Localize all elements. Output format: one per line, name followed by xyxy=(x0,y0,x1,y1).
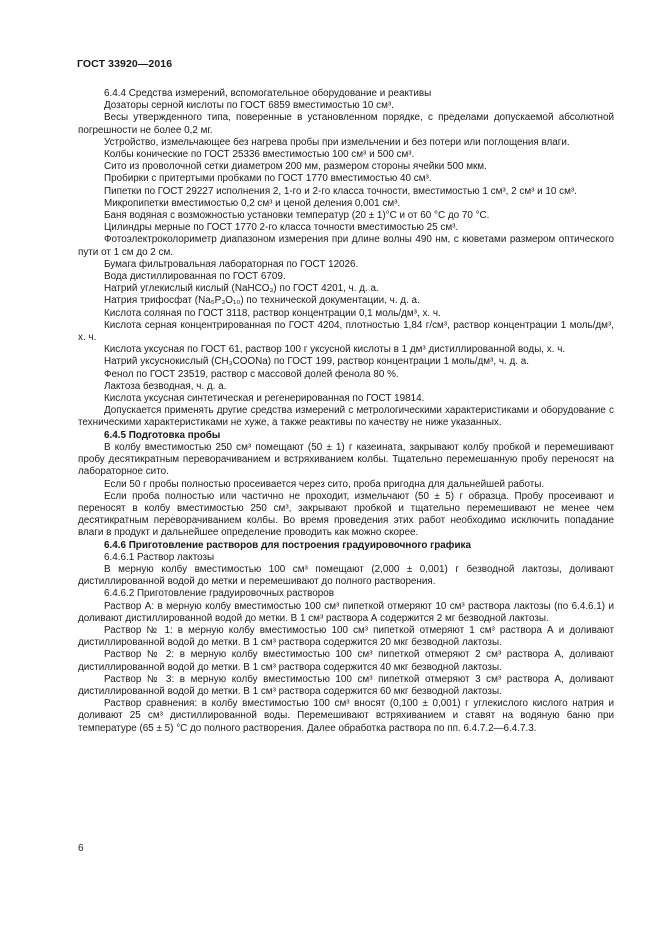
paragraph: Лактоза безводная, ч. д. а. xyxy=(104,380,227,392)
paragraph: Дозаторы серной кислоты по ГОСТ 6859 вместимостью 10 см³. xyxy=(104,100,394,112)
page-number: 6 xyxy=(78,843,84,854)
paragraph: Вода дистиллированная по ГОСТ 6709. xyxy=(104,271,286,283)
paragraph: 6.4.6.2 Приготовление градуировочных растворов xyxy=(104,588,334,600)
paragraph: Раствор № 1: в мерную колбу вместимостью 100 см³ пипеткой отмеряют 1 см³ раствора А и доливают дистиллированной водой до метки. В 1 см³ раствора содержится 20 мкг безводной лактозы. xyxy=(78,624,614,649)
paragraph: Фенол по ГОСТ 23519, раствор с массовой долей фенола 80 %. xyxy=(104,368,399,380)
paragraph: Кислота уксусная по ГОСТ 61, раствор 100 г уксусной кислоты в 1 дм³ дистиллированной воды, х. ч. xyxy=(104,344,566,356)
document-header: ГОСТ 33920—2016 xyxy=(77,58,173,70)
paragraph: Если 50 г пробы полностью просеивается через сито, проба пригодна для дальнейшей работы. xyxy=(104,478,545,490)
paragraph: Натрия трифосфат (Na₅P₃O₁₀) по технической документации, ч. д. а. xyxy=(104,295,420,307)
paragraph: Раствор А: в мерную колбу вместимостью 100 см³ пипеткой отмеряют 10 см³ раствора лактозы (по 6.4.6.1) и доливают дистиллированной водой до метки. В 1 см³ раствора А содержится 2 мг безводной лактозы. xyxy=(78,600,614,624)
paragraph: Устройство, измельчающее без нагрева пробы при измельчении и без потери или поглощения влаги. xyxy=(104,136,570,148)
paragraph: Сито из проволочной сетки диаметром 200 мм, размером стороны ячейки 500 мкм. xyxy=(104,161,487,173)
paragraph: Натрий уксуснокислый (CH₃COONa) по ГОСТ 199, раствор концентрации 1 моль/дм³, ч. д. а. xyxy=(104,356,529,368)
paragraph: 6.4.6.1 Раствор лактозы xyxy=(104,551,215,563)
section-heading: 6.4.5 Подготовка пробы xyxy=(104,429,221,441)
paragraph: Баня водяная с возможностью установки температур (20 ± 1)°С и от 60 °С до 70 °С. xyxy=(104,210,490,222)
paragraph: Кислота серная концентрированная по ГОСТ 4204, плотностью 1,84 г/см³, раствор концентрации 1 моль/дм³, х. ч. xyxy=(78,319,614,344)
paragraph: Раствор № 3: в мерную колбу вместимостью 100 см³ пипеткой отмеряют 3 см³ раствора А, доливают дистиллированной водой до метки. В 1 см³ раствора содержится 60 мкг безводной лактозы. xyxy=(78,673,614,697)
paragraph: В колбу вместимостью 250 см³ помещают (50 ± 1) г казеината, закрывают колбу пробкой и перемешивают пробу десятикратным переворачиванием и встряхиванием колбы. Тщательно перемешанную пробу переносят на лабораторное сито. xyxy=(78,441,614,478)
paragraph: Колбы конические по ГОСТ 25336 вместимостью 100 см³ и 500 см³. xyxy=(104,149,415,161)
paragraph: Раствор № 2: в мерную колбу вместимостью 100 см³ пипеткой отмеряют 2 см³ раствора А, доливают дистиллированной водой до метки. В 1 см³ раствора содержится 40 мкг безводной лактозы. xyxy=(78,649,614,673)
paragraph: В мерную колбу вместимостью 100 см³ помещают (2,000 ± 0,001) г безводной лактозы, доливают дистиллированной водой до метки и перемешивают до полного растворения. xyxy=(78,563,614,588)
paragraph: 6.4.4 Средства измерений, вспомогательное оборудование и реактивы xyxy=(104,88,432,99)
document-body xyxy=(78,88,614,735)
paragraph: Натрий углекислый кислый (NaHCO₃) по ГОСТ 4201, ч. д. а. xyxy=(104,283,379,295)
paragraph: Пипетки по ГОСТ 29227 исполнения 2, 1-го и 2-го класса точности, вместимостью 1 см³, 2 см³ и 10 см³. xyxy=(104,185,577,197)
paragraph: Раствор сравнения: в колбу вместимостью 100 см³ вносят (0,100 ± 0,001) г углекислого кислого натрия и доливают 25 см³ дистиллированной воды. Перемешивают встряхиванием и ставят на водяную баню при температуре (65 ± 5) °С до полного растворения. Далее обработка раствора по пп. 6.4.7.2—6.4.7.3. xyxy=(78,698,614,734)
paragraph: Цилиндры мерные по ГОСТ 1770 2-го класса точности вместимостью 25 см³. xyxy=(104,222,459,234)
paragraph: Допускается применять другие средства измерений с метрологическими характеристиками и оборудование с техническими характеристиками не хуже, а также реактивы по качеству не ниже указанных. xyxy=(78,405,614,429)
paragraph: Микропипетки вместимостью 0,2 см³ и ценой деления 0,001 см³. xyxy=(104,197,401,209)
paragraph: Если проба полностью или частично не проходит, измельчают (50 ± 5) г образца. Пробу просеивают и переносят в колбу вместимостью 250 см³, закрывают пробкой и тщательно перемешивают не менее чем десятикратным переворачиванием колбы. Во время проведения этих работ необходимо исключить попадание влаги в продукт и дальнейшее определение проводить как можно скорее. xyxy=(78,490,614,539)
paragraph: Весы утвержденного типа, поверенные в установленном порядке, с пределами допускаемой абсолютной погрешности не более 0,2 мг. xyxy=(78,112,614,136)
paragraph: Бумага фильтровальная лабораторная по ГОСТ 12026. xyxy=(104,258,359,270)
paragraph: Кислота уксусная синтетическая и регенерированная по ГОСТ 19814. xyxy=(104,393,425,405)
section-heading: 6.4.6 Приготовление растворов для построения градуировочного графика xyxy=(104,539,471,551)
paragraph: Пробирки с притертыми пробками по ГОСТ 1770 вместимостью 40 см³. xyxy=(104,173,432,185)
paragraph: Кислота соляная по ГОСТ 3118, раствор концентрации 0,1 моль/дм³, х. ч. xyxy=(104,307,441,319)
paragraph: Фотоэлектроколориметр диапазоном измерения при длине волны 490 нм, с кюветами размером оптического пути от 1 см до 2 см. xyxy=(78,234,614,258)
